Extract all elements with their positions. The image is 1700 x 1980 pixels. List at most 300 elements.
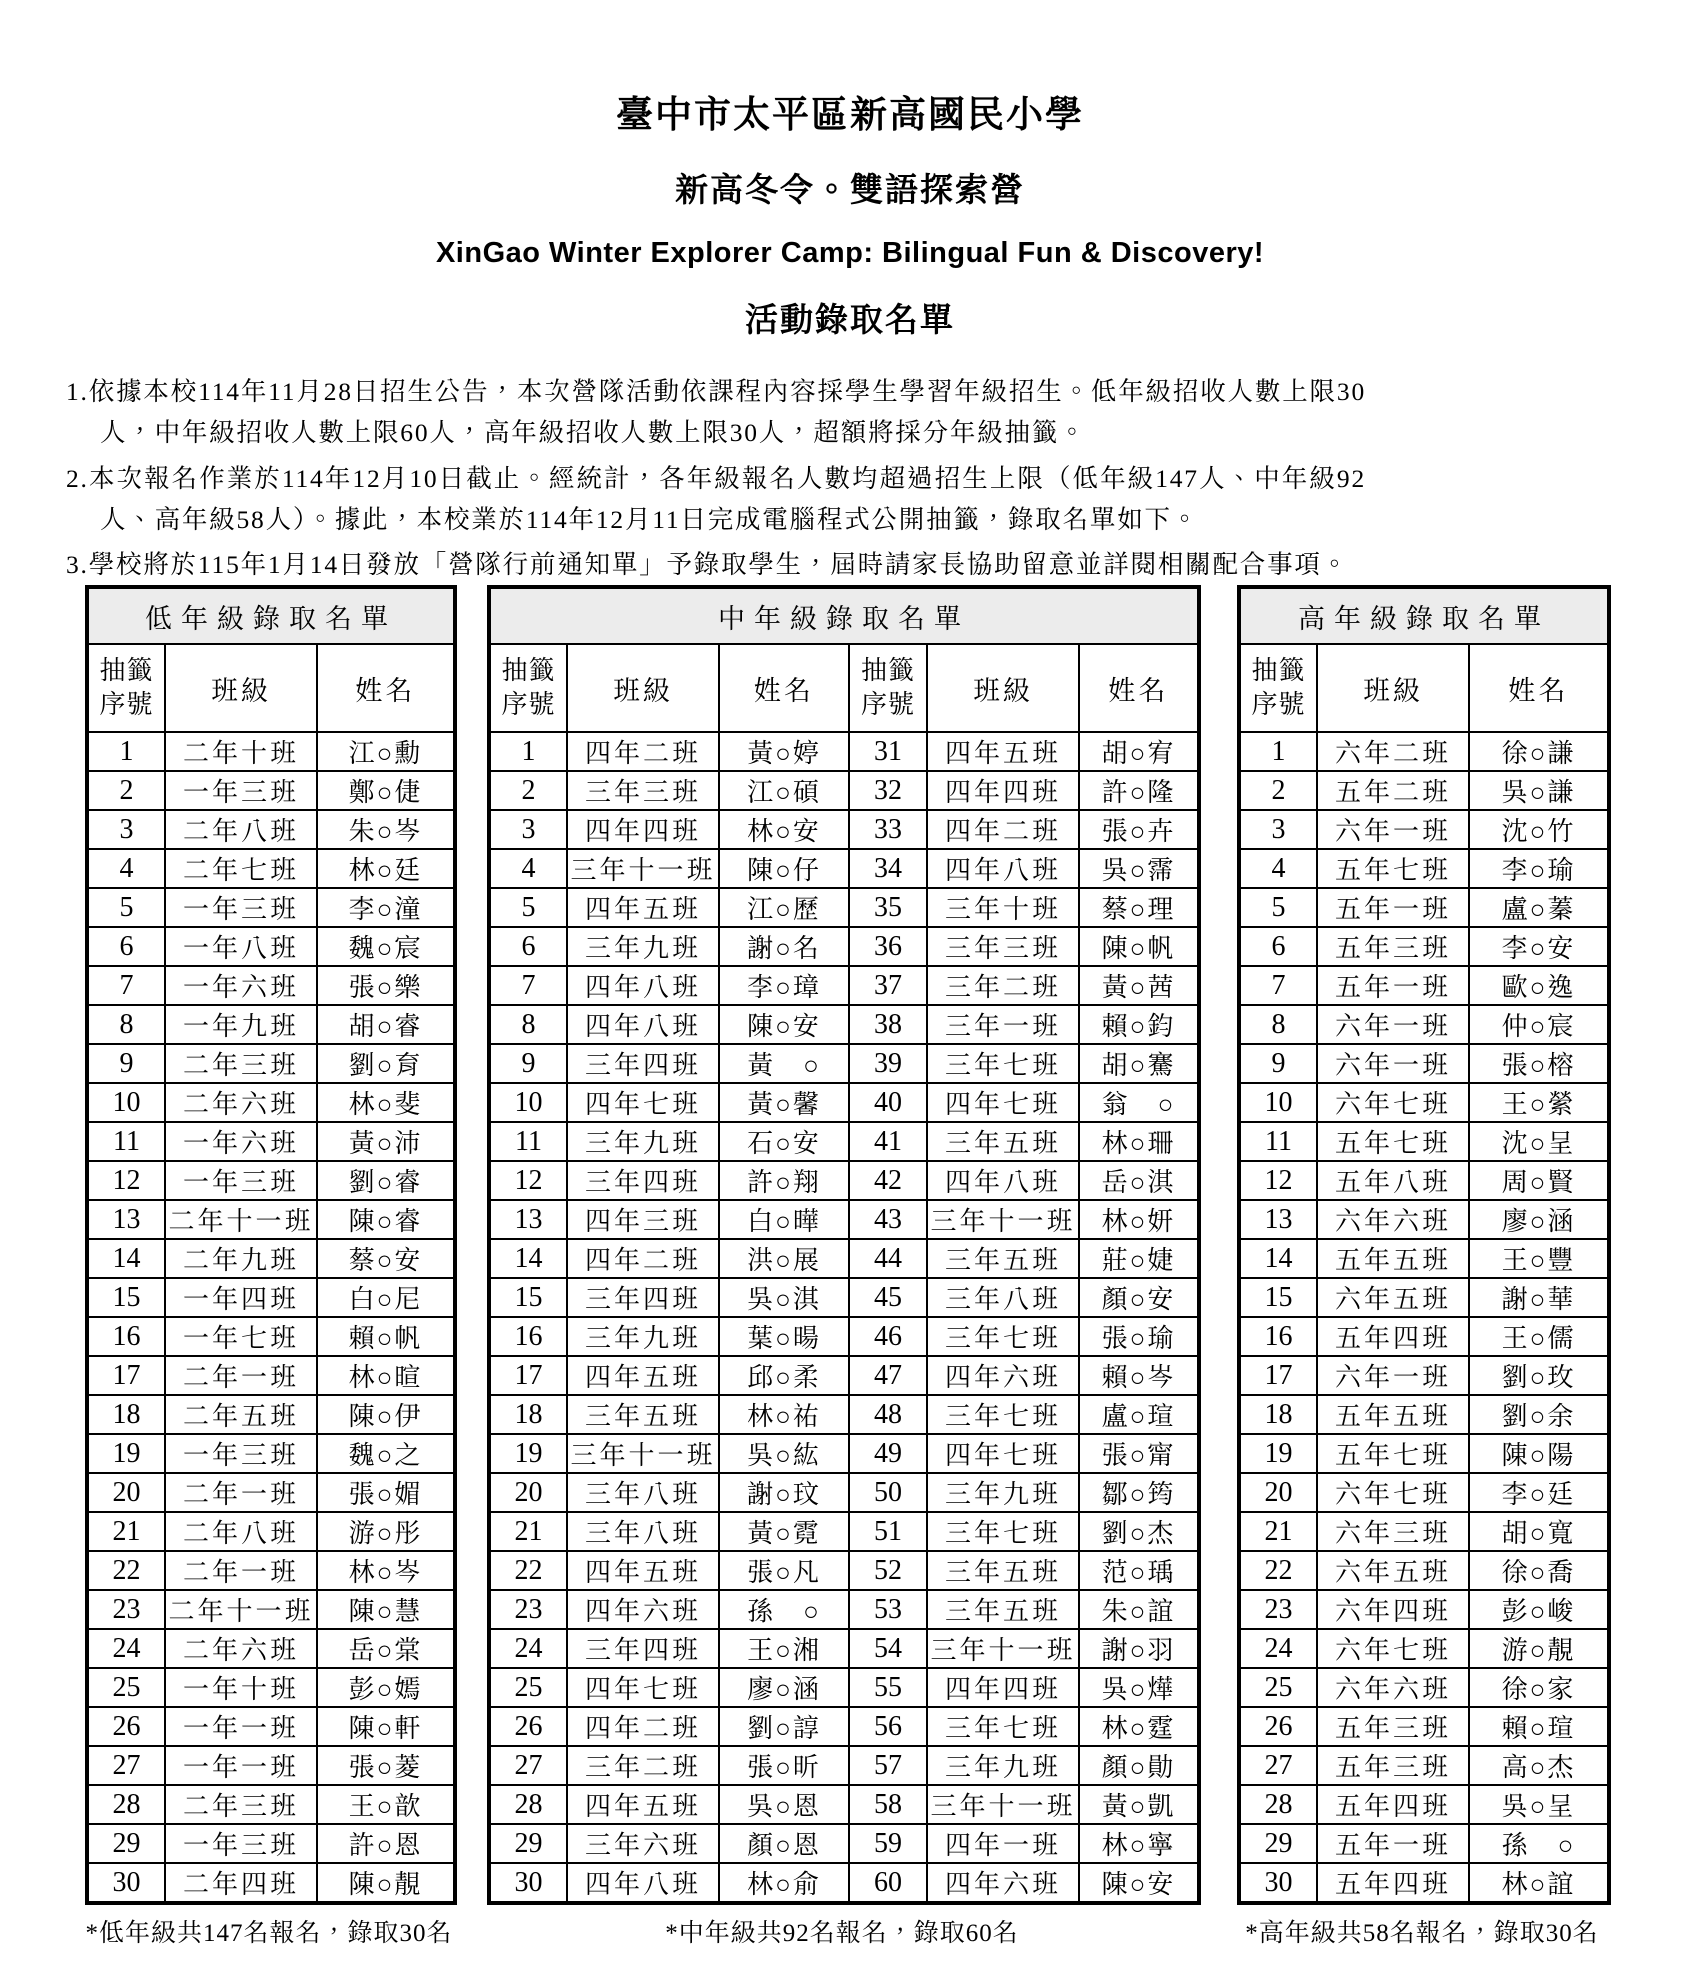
class-cell: 四年一班 (927, 1824, 1079, 1863)
serial-cell: 52 (849, 1551, 927, 1590)
table-row (489, 810, 1199, 849)
class-cell: 一年六班 (165, 1122, 317, 1161)
serial-cell: 56 (849, 1707, 927, 1746)
middle-grade-table-block (487, 585, 1201, 1949)
class-cell: 五年三班 (1317, 1746, 1469, 1785)
middle-grade-footnote: *中年級共92名報名，錄取60名 (665, 1920, 1019, 1947)
column-header: 抽籤序號 (849, 644, 927, 732)
serial-cell: 22 (489, 1551, 567, 1590)
name-cell: 白○曄 (719, 1200, 849, 1239)
serial-cell: 53 (849, 1590, 927, 1629)
class-cell: 四年七班 (927, 1083, 1079, 1122)
name-cell: 林○安 (719, 810, 849, 849)
table-row (87, 1551, 455, 1590)
serial-cell: 35 (849, 888, 927, 927)
class-cell: 三年六班 (567, 1824, 719, 1863)
name-cell: 吳○燁 (1079, 1668, 1199, 1707)
class-cell: 五年七班 (1317, 1434, 1469, 1473)
table-row (87, 1200, 455, 1239)
serial-cell: 4 (1239, 849, 1317, 888)
serial-cell: 1 (87, 732, 165, 771)
name-cell: 李○安 (1469, 927, 1609, 966)
class-cell: 二年一班 (165, 1356, 317, 1395)
name-cell: 王○歆 (317, 1785, 455, 1824)
name-cell: 陳○陽 (1469, 1434, 1609, 1473)
name-cell: 林○誼 (1469, 1863, 1609, 1903)
notes-section (66, 371, 1366, 585)
class-cell: 四年四班 (567, 810, 719, 849)
serial-cell: 11 (87, 1122, 165, 1161)
serial-cell: 14 (87, 1239, 165, 1278)
note-2: 2.本次報名作業於114年12月10日截止。經統計，各年級報名人數均超過招生上限（低年級147人、中年級92人、高年級58人）。據此，本校業於114年12月11日完成電腦程式公開抽籤，錄取名單如下。 (66, 463, 1366, 534)
table-row (1239, 1278, 1609, 1317)
class-cell: 二年八班 (165, 810, 317, 849)
name-cell: 翁 ○ (1079, 1083, 1199, 1122)
serial-cell: 58 (849, 1785, 927, 1824)
table-row (87, 1590, 455, 1629)
class-cell: 二年一班 (165, 1473, 317, 1512)
name-cell: 游○靚 (1469, 1629, 1609, 1668)
serial-cell: 10 (1239, 1083, 1317, 1122)
serial-cell: 8 (87, 1005, 165, 1044)
name-cell: 陳○安 (1079, 1863, 1199, 1903)
table-row (87, 888, 455, 927)
name-cell: 張○甯 (1079, 1434, 1199, 1473)
class-cell: 四年五班 (567, 1551, 719, 1590)
name-cell: 盧○蓁 (1469, 888, 1609, 927)
table-row (1239, 771, 1609, 810)
name-cell: 林○妍 (1079, 1200, 1199, 1239)
class-cell: 六年一班 (1317, 1356, 1469, 1395)
serial-cell: 2 (87, 771, 165, 810)
serial-cell: 20 (1239, 1473, 1317, 1512)
name-cell: 林○祐 (719, 1395, 849, 1434)
class-cell: 二年一班 (165, 1551, 317, 1590)
class-cell: 一年四班 (165, 1278, 317, 1317)
name-cell: 彭○峻 (1469, 1590, 1609, 1629)
name-cell: 劉○諄 (719, 1707, 849, 1746)
class-cell: 三年二班 (927, 966, 1079, 1005)
class-cell: 二年三班 (165, 1785, 317, 1824)
table-row (1239, 1356, 1609, 1395)
serial-cell: 2 (489, 771, 567, 810)
document-header (0, 0, 1700, 341)
serial-cell: 26 (1239, 1707, 1317, 1746)
table-row (1239, 1590, 1609, 1629)
serial-cell: 33 (849, 810, 927, 849)
name-cell: 黃○馨 (719, 1083, 849, 1122)
class-cell: 五年五班 (1317, 1239, 1469, 1278)
table-row (1239, 1122, 1609, 1161)
serial-cell: 7 (87, 966, 165, 1005)
serial-cell: 55 (849, 1668, 927, 1707)
document-title: 活動錄取名單 (745, 303, 955, 339)
class-cell: 三年八班 (567, 1473, 719, 1512)
serial-cell: 51 (849, 1512, 927, 1551)
table-row (489, 1512, 1199, 1551)
name-cell: 王○豐 (1469, 1239, 1609, 1278)
table-row (489, 1122, 1199, 1161)
serial-cell: 16 (489, 1317, 567, 1356)
table-row (1239, 1239, 1609, 1278)
name-cell: 陳○安 (719, 1005, 849, 1044)
name-cell: 白○尼 (317, 1278, 455, 1317)
table-row (489, 1746, 1199, 1785)
name-cell: 張○凡 (719, 1551, 849, 1590)
table-title: 低年級錄取名單 (87, 587, 455, 644)
class-cell: 二年六班 (165, 1083, 317, 1122)
name-cell: 陳○仔 (719, 849, 849, 888)
table-row (1239, 1824, 1609, 1863)
name-cell: 張○昕 (719, 1746, 849, 1785)
table-row (87, 927, 455, 966)
table-row (87, 1668, 455, 1707)
class-cell: 二年六班 (165, 1629, 317, 1668)
class-cell: 三年八班 (927, 1278, 1079, 1317)
table-row (489, 849, 1199, 888)
serial-cell: 12 (87, 1161, 165, 1200)
class-cell: 六年三班 (1317, 1512, 1469, 1551)
table-row (87, 966, 455, 1005)
name-cell: 劉○玫 (1469, 1356, 1609, 1395)
class-cell: 三年七班 (927, 1512, 1079, 1551)
serial-cell: 20 (87, 1473, 165, 1512)
table-row (489, 1707, 1199, 1746)
serial-cell: 48 (849, 1395, 927, 1434)
serial-cell: 40 (849, 1083, 927, 1122)
name-cell: 葉○暘 (719, 1317, 849, 1356)
table-row (87, 1824, 455, 1863)
serial-cell: 18 (87, 1395, 165, 1434)
serial-cell: 50 (849, 1473, 927, 1512)
upper-grade-table-block (1237, 585, 1611, 1949)
name-cell: 吳○紘 (719, 1434, 849, 1473)
table-row (87, 1044, 455, 1083)
table-row (1239, 1044, 1609, 1083)
name-cell: 張○樂 (317, 966, 455, 1005)
name-cell: 高○杰 (1469, 1746, 1609, 1785)
class-cell: 三年二班 (567, 1746, 719, 1785)
name-cell: 廖○涵 (719, 1668, 849, 1707)
name-cell: 李○璋 (719, 966, 849, 1005)
table-row (87, 1785, 455, 1824)
class-cell: 五年三班 (1317, 1707, 1469, 1746)
serial-cell: 32 (849, 771, 927, 810)
name-cell: 謝○玟 (719, 1473, 849, 1512)
class-cell: 六年七班 (1317, 1473, 1469, 1512)
table-row (489, 1200, 1199, 1239)
upper-grade-roster (1237, 585, 1611, 1905)
serial-cell: 25 (1239, 1668, 1317, 1707)
serial-cell: 22 (87, 1551, 165, 1590)
serial-cell: 14 (489, 1239, 567, 1278)
table-row (489, 1473, 1199, 1512)
serial-cell: 23 (1239, 1590, 1317, 1629)
table-row (87, 771, 455, 810)
table-row (1239, 1629, 1609, 1668)
table-row (87, 1278, 455, 1317)
class-cell: 三年九班 (927, 1473, 1079, 1512)
name-cell: 蔡○理 (1079, 888, 1199, 927)
serial-cell: 21 (87, 1512, 165, 1551)
serial-cell: 47 (849, 1356, 927, 1395)
serial-cell: 21 (1239, 1512, 1317, 1551)
table-row (87, 1395, 455, 1434)
table-row (87, 1122, 455, 1161)
class-cell: 六年一班 (1317, 1044, 1469, 1083)
name-cell: 林○斐 (317, 1083, 455, 1122)
class-cell: 一年八班 (165, 927, 317, 966)
class-cell: 三年七班 (927, 1395, 1079, 1434)
serial-cell: 21 (489, 1512, 567, 1551)
class-cell: 五年一班 (1317, 888, 1469, 927)
table-row (1239, 1863, 1609, 1903)
serial-cell: 15 (1239, 1278, 1317, 1317)
class-cell: 三年四班 (567, 1278, 719, 1317)
serial-cell: 6 (87, 927, 165, 966)
table-row (489, 1824, 1199, 1863)
table-row (87, 1434, 455, 1473)
table-row (489, 1083, 1199, 1122)
name-cell: 吳○恩 (719, 1785, 849, 1824)
name-cell: 胡○睿 (317, 1005, 455, 1044)
serial-cell: 15 (87, 1278, 165, 1317)
class-cell: 五年四班 (1317, 1785, 1469, 1824)
name-cell: 徐○謙 (1469, 732, 1609, 771)
name-cell: 賴○鈞 (1079, 1005, 1199, 1044)
class-cell: 五年八班 (1317, 1161, 1469, 1200)
class-cell: 四年二班 (567, 1239, 719, 1278)
serial-cell: 25 (489, 1668, 567, 1707)
table-row (87, 1746, 455, 1785)
name-cell: 仲○宸 (1469, 1005, 1609, 1044)
serial-cell: 12 (1239, 1161, 1317, 1200)
serial-cell: 5 (87, 888, 165, 927)
name-cell: 黃○沛 (317, 1122, 455, 1161)
table-row (1239, 1005, 1609, 1044)
name-cell: 林○寧 (1079, 1824, 1199, 1863)
class-cell: 三年十一班 (567, 1434, 719, 1473)
name-cell: 吳○謙 (1469, 771, 1609, 810)
table-row (1239, 810, 1609, 849)
class-cell: 三年七班 (927, 1707, 1079, 1746)
serial-cell: 11 (1239, 1122, 1317, 1161)
table-row (489, 1239, 1199, 1278)
table-row (1239, 732, 1609, 771)
column-header: 抽籤序號 (87, 644, 165, 732)
serial-cell: 13 (1239, 1200, 1317, 1239)
name-cell: 顏○安 (1079, 1278, 1199, 1317)
name-cell: 許○恩 (317, 1824, 455, 1863)
table-row (489, 1629, 1199, 1668)
name-cell: 盧○瑄 (1079, 1395, 1199, 1434)
name-cell: 江○勳 (317, 732, 455, 771)
name-cell: 林○暄 (317, 1356, 455, 1395)
middle-grade-roster (487, 585, 1201, 1905)
table-row (87, 810, 455, 849)
name-cell: 江○碩 (719, 771, 849, 810)
serial-cell: 42 (849, 1161, 927, 1200)
name-cell: 劉○余 (1469, 1395, 1609, 1434)
class-cell: 一年十班 (165, 1668, 317, 1707)
class-cell: 一年三班 (165, 1824, 317, 1863)
class-cell: 一年三班 (165, 771, 317, 810)
class-cell: 三年十班 (927, 888, 1079, 927)
name-cell: 許○翔 (719, 1161, 849, 1200)
table-row (87, 1161, 455, 1200)
table-row (1239, 1473, 1609, 1512)
class-cell: 三年九班 (567, 1122, 719, 1161)
serial-cell: 57 (849, 1746, 927, 1785)
serial-cell: 19 (1239, 1434, 1317, 1473)
serial-cell: 9 (1239, 1044, 1317, 1083)
class-cell: 六年二班 (1317, 732, 1469, 771)
serial-cell: 44 (849, 1239, 927, 1278)
table-row (489, 1395, 1199, 1434)
serial-cell: 36 (849, 927, 927, 966)
class-cell: 四年五班 (567, 888, 719, 927)
class-cell: 四年七班 (567, 1668, 719, 1707)
serial-cell: 43 (849, 1200, 927, 1239)
class-cell: 六年五班 (1317, 1551, 1469, 1590)
column-header: 班級 (927, 644, 1079, 732)
column-header: 姓名 (719, 644, 849, 732)
name-cell: 彭○嫣 (317, 1668, 455, 1707)
class-cell: 四年八班 (567, 1005, 719, 1044)
class-cell: 五年五班 (1317, 1395, 1469, 1434)
serial-cell: 8 (489, 1005, 567, 1044)
table-row (1239, 849, 1609, 888)
class-cell: 五年二班 (1317, 771, 1469, 810)
class-cell: 四年七班 (927, 1434, 1079, 1473)
name-cell: 王○湘 (719, 1629, 849, 1668)
name-cell: 林○俞 (719, 1863, 849, 1903)
name-cell: 張○菱 (317, 1746, 455, 1785)
name-cell: 吳○霈 (1079, 849, 1199, 888)
class-cell: 三年五班 (567, 1395, 719, 1434)
upper-grade-footnote: *高年級共58名報名，錄取30名 (1245, 1920, 1599, 1947)
table-row (489, 1005, 1199, 1044)
name-cell: 胡○宥 (1079, 732, 1199, 771)
serial-cell: 17 (87, 1356, 165, 1395)
class-cell: 三年三班 (927, 927, 1079, 966)
serial-cell: 25 (87, 1668, 165, 1707)
name-cell: 許○隆 (1079, 771, 1199, 810)
serial-cell: 3 (87, 810, 165, 849)
serial-cell: 1 (1239, 732, 1317, 771)
class-cell: 三年五班 (927, 1590, 1079, 1629)
serial-cell: 7 (1239, 966, 1317, 1005)
table-row (87, 1239, 455, 1278)
lower-grade-footnote: *低年級共147名報名，錄取30名 (85, 1920, 453, 1947)
class-cell: 三年九班 (927, 1746, 1079, 1785)
class-cell: 四年六班 (927, 1356, 1079, 1395)
serial-cell: 12 (489, 1161, 567, 1200)
class-cell: 四年五班 (567, 1785, 719, 1824)
column-header: 班級 (165, 644, 317, 732)
name-cell: 李○瑜 (1469, 849, 1609, 888)
serial-cell: 41 (849, 1122, 927, 1161)
class-cell: 三年四班 (567, 1044, 719, 1083)
name-cell: 石○安 (719, 1122, 849, 1161)
table-row (1239, 1746, 1609, 1785)
class-cell: 三年十一班 (927, 1629, 1079, 1668)
class-cell: 二年四班 (165, 1863, 317, 1903)
table-row (489, 966, 1199, 1005)
class-cell: 六年七班 (1317, 1629, 1469, 1668)
camp-title-en: XinGao Winter Explorer Camp: Bilingual Fun & Discovery! (435, 237, 1265, 269)
name-cell: 陳○睿 (317, 1200, 455, 1239)
serial-cell: 30 (1239, 1863, 1317, 1903)
name-cell: 陳○伊 (317, 1395, 455, 1434)
table-row (87, 1473, 455, 1512)
table-row (1239, 888, 1609, 927)
serial-cell: 7 (489, 966, 567, 1005)
class-cell: 五年四班 (1317, 1863, 1469, 1903)
name-cell: 張○卉 (1079, 810, 1199, 849)
table-row (87, 1083, 455, 1122)
serial-cell: 17 (1239, 1356, 1317, 1395)
serial-cell: 13 (489, 1200, 567, 1239)
serial-cell: 23 (87, 1590, 165, 1629)
class-cell: 四年六班 (927, 1863, 1079, 1903)
name-cell: 陳○靚 (317, 1863, 455, 1903)
serial-cell: 6 (1239, 927, 1317, 966)
class-cell: 五年七班 (1317, 849, 1469, 888)
serial-cell: 16 (1239, 1317, 1317, 1356)
serial-cell: 26 (489, 1707, 567, 1746)
name-cell: 沈○呈 (1469, 1122, 1609, 1161)
class-cell: 三年十一班 (567, 849, 719, 888)
name-cell: 江○歷 (719, 888, 849, 927)
serial-cell: 5 (1239, 888, 1317, 927)
name-cell: 胡○寬 (1469, 1512, 1609, 1551)
class-cell: 一年一班 (165, 1707, 317, 1746)
class-cell: 四年五班 (927, 732, 1079, 771)
class-cell: 三年五班 (927, 1122, 1079, 1161)
name-cell: 岳○淇 (1079, 1161, 1199, 1200)
name-cell: 朱○岑 (317, 810, 455, 849)
serial-cell: 2 (1239, 771, 1317, 810)
table-row (1239, 1707, 1609, 1746)
table-title: 中年級錄取名單 (489, 587, 1199, 644)
table-row (1239, 1551, 1609, 1590)
name-cell: 陳○慧 (317, 1590, 455, 1629)
name-cell: 黃○凱 (1079, 1785, 1199, 1824)
class-cell: 三年七班 (927, 1317, 1079, 1356)
class-cell: 四年四班 (927, 771, 1079, 810)
class-cell: 五年七班 (1317, 1122, 1469, 1161)
name-cell: 謝○羽 (1079, 1629, 1199, 1668)
class-cell: 四年二班 (567, 1707, 719, 1746)
serial-cell: 4 (489, 849, 567, 888)
serial-cell: 30 (489, 1863, 567, 1903)
serial-cell: 27 (489, 1746, 567, 1785)
note-3: 3.學校將於115年1月14日發放「營隊行前通知單」予錄取學生，屆時請家長協助留意並詳閱相關配合事項。 (66, 550, 1349, 580)
class-cell: 一年九班 (165, 1005, 317, 1044)
table-row (1239, 1668, 1609, 1707)
name-cell: 張○瑜 (1079, 1317, 1199, 1356)
serial-cell: 8 (1239, 1005, 1317, 1044)
serial-cell: 20 (489, 1473, 567, 1512)
class-cell: 三年八班 (567, 1512, 719, 1551)
serial-cell: 17 (489, 1356, 567, 1395)
serial-cell: 24 (1239, 1629, 1317, 1668)
column-header: 姓名 (1079, 644, 1199, 732)
class-cell: 二年七班 (165, 849, 317, 888)
column-header: 姓名 (1469, 644, 1609, 732)
class-cell: 四年四班 (927, 1668, 1079, 1707)
